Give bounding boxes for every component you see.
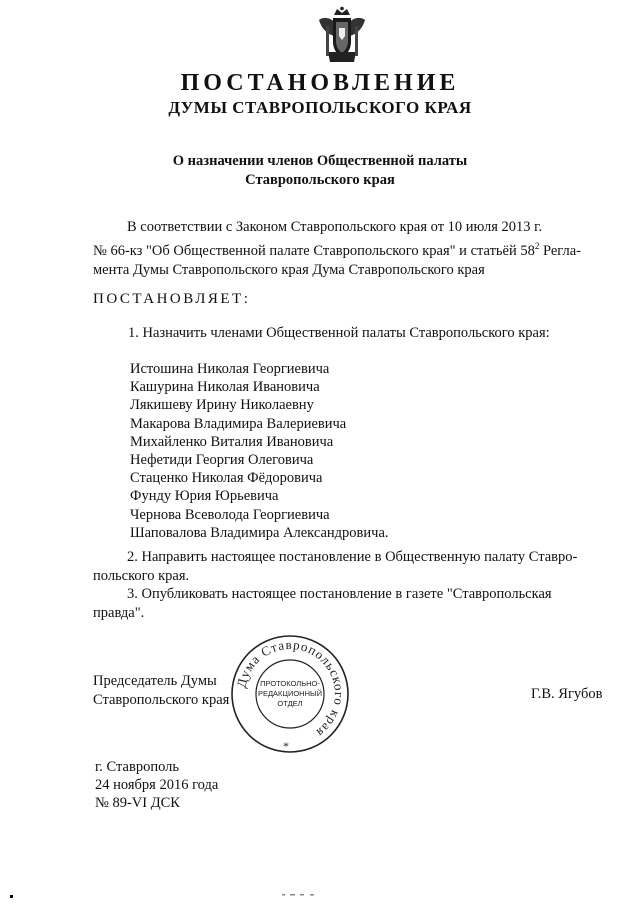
official-stamp bbox=[228, 632, 352, 756]
members-list bbox=[130, 360, 389, 542]
scan-specks bbox=[282, 894, 318, 896]
list-item: Лякишеву Ирину Николаевну bbox=[130, 397, 314, 414]
list-item: Нефетиди Георгия Олеговича bbox=[130, 452, 314, 469]
resolution-items-2-3 bbox=[93, 548, 606, 622]
preamble-text: Регла- bbox=[539, 242, 582, 259]
resolves-heading: ПОСТАНОВЛЯЕТ: bbox=[93, 291, 251, 307]
signatory-name: Г.В. Ягубов bbox=[531, 686, 603, 702]
signatory-position bbox=[93, 672, 229, 709]
item-text: польского края. bbox=[93, 567, 190, 584]
stamp-center-line: ПРОТОКОЛЬНО- bbox=[260, 679, 320, 688]
position-line: Ставропольского края bbox=[93, 691, 230, 708]
preamble-line bbox=[93, 237, 606, 261]
position-line: Председатель Думы bbox=[93, 673, 217, 689]
footer-number: № 89-VI ДСК bbox=[95, 795, 180, 811]
resolution-item-1: 1. Назначить членами Общественной палаты Ставропольского края: bbox=[128, 325, 550, 341]
document-title: ПОСТАНОВЛЕНИЕ bbox=[180, 70, 460, 96]
list-item: Фунду Юрия Юрьевича bbox=[130, 488, 279, 505]
item-text: правда". bbox=[93, 604, 145, 621]
resolution-item-2 bbox=[93, 548, 606, 585]
subject-line: О назначении членов Общественной палаты bbox=[172, 153, 468, 169]
preamble-line: В соответствии с Законом Ставропольского края от 10 июля 2013 г. bbox=[127, 219, 543, 235]
item-text: 3. Опубликовать настоящее постановление в газете "Ставропольская bbox=[127, 586, 552, 602]
document-footer bbox=[95, 758, 218, 812]
preamble-text: № 66-кз "Об Общественной палате Ставропольского края" и статьёй 58 bbox=[93, 242, 535, 259]
coat-of-arms-icon bbox=[316, 6, 368, 64]
item-text: 2. Направить настоящее постановление в Общественную палату Ставро- bbox=[127, 549, 578, 565]
list-item: Макарова Владимира Валериевича bbox=[130, 415, 347, 432]
preamble bbox=[93, 218, 606, 280]
subject-line: Ставропольского края bbox=[245, 172, 395, 188]
resolution-item-3 bbox=[93, 585, 606, 622]
stamp-center-line: ОТДЕЛ bbox=[277, 699, 303, 708]
preamble-line: мента Думы Ставропольского края Дума Ставропольского края bbox=[93, 261, 485, 278]
scan-speck bbox=[10, 895, 13, 898]
list-item: Шаповалова Владимира Александровича. bbox=[130, 524, 389, 541]
list-item: Чернова Всеволода Георгиевича bbox=[130, 506, 330, 523]
stamp-star: * bbox=[283, 739, 289, 753]
document-subtitle: ДУМЫ СТАВРОПОЛЬСКОГО КРАЯ bbox=[168, 98, 472, 117]
stamp-center-line: РЕДАКЦИОННЫЙ bbox=[257, 689, 323, 698]
list-item: Истошина Николая Георгиевича bbox=[130, 361, 330, 377]
footer-date: 24 ноября 2016 года bbox=[95, 777, 219, 793]
stamp-ring-text: Дума Ставропольского края bbox=[233, 636, 348, 742]
document-subject bbox=[0, 152, 640, 190]
list-item: Кашурина Николая Ивановича bbox=[130, 379, 320, 396]
list-item: Михайленко Виталия Ивановича bbox=[130, 433, 334, 450]
superscript: 2 bbox=[534, 241, 540, 251]
footer-city: г. Ставрополь bbox=[95, 759, 180, 775]
list-item: Стаценко Николая Фёдоровича bbox=[130, 470, 323, 487]
